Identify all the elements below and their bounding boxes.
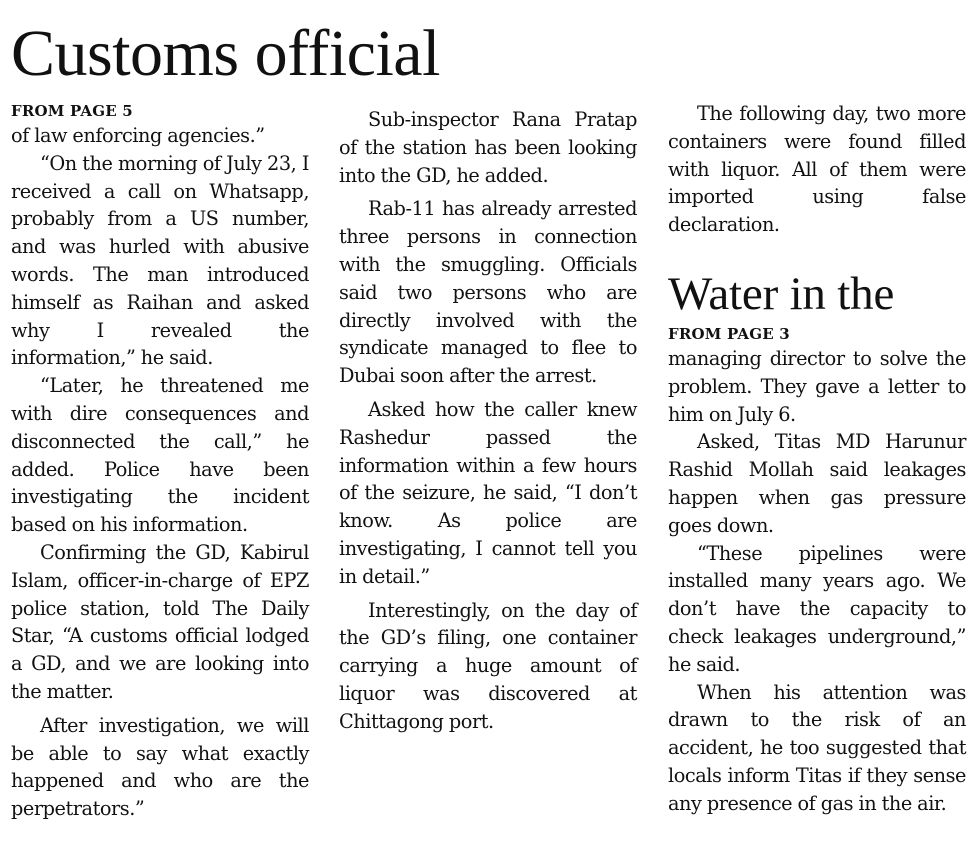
story2-headline: Water in the [668,267,895,320]
column-2 [339,100,637,742]
story2-paragraph-4: When his attention was drawn to the risk of an accident, he too suggested that locals inform Titas if they sense any presence of gas in the air. [668,680,966,815]
story1-paragraph-8: Asked how the caller knew Rashedur passed the information within a few hours of the seizure, he said, “I don’t know. As police are investigating, I cannot tell you in detail.” [339,397,637,588]
column-3 [668,100,966,818]
story2-paragraph-2: Asked, Titas MD Harunur Rashid Mollah said leakages happen when gas pressure goes down. [668,430,966,537]
story1-kicker: FROM PAGE 5 [11,102,133,120]
story1-paragraph-3: “Later, he threatened me with dire consequences and disconnected the call,” he added. Police have been investigating the incident based on his information. [11,374,309,537]
story2-paragraph-3: “These pipelines were installed many years ago. We don’t have the capacity to check leakages underground,” he said. [668,541,966,676]
column-1 [11,100,309,823]
story1-paragraph-10: The following day, two more containers were found filled with liquor. All of them were imported using false declaration. [668,102,966,237]
story1-paragraph-9: Interestingly, on the day of the GD’s filing, one container carrying a huge amount of liquor was discovered at Chittagong port. [339,598,637,733]
story1-paragraph-7: Rab-11 has already arrested three persons in connection with the smuggling. Officials said two persons who are directly involved with the syndicate managed to flee to Dubai soon after the arrest. [339,197,637,388]
story1-paragraph-4: Confirming the GD, Kabirul Islam, officer-in-charge of EPZ police station, told The Daily Star, “A customs official lodged a GD, and we are looking into the matter. [11,540,309,703]
story1-paragraph-6: Sub-inspector Rana Pratap of the station has been looking into the GD, he added. [339,108,637,187]
story2-kicker: FROM PAGE 3 [668,324,790,343]
story1-paragraph-5: After investigation, we will be able to say what exactly happened and who are the perpetrators.” [11,713,309,821]
story2-paragraph-1: managing director to solve the problem. They gave a letter to him on July 6. [668,346,966,426]
story1-paragraph-2: “On the morning of July 23, I received a call on Whatsapp, probably from a US number, and was hurled with abusive words. The man introduced himself as Raihan and asked why I revealed the information,” he said. [11,151,309,370]
story1-headline: Customs official [11,17,440,90]
story1-paragraph-1: of law enforcing agencies.” [11,124,265,147]
